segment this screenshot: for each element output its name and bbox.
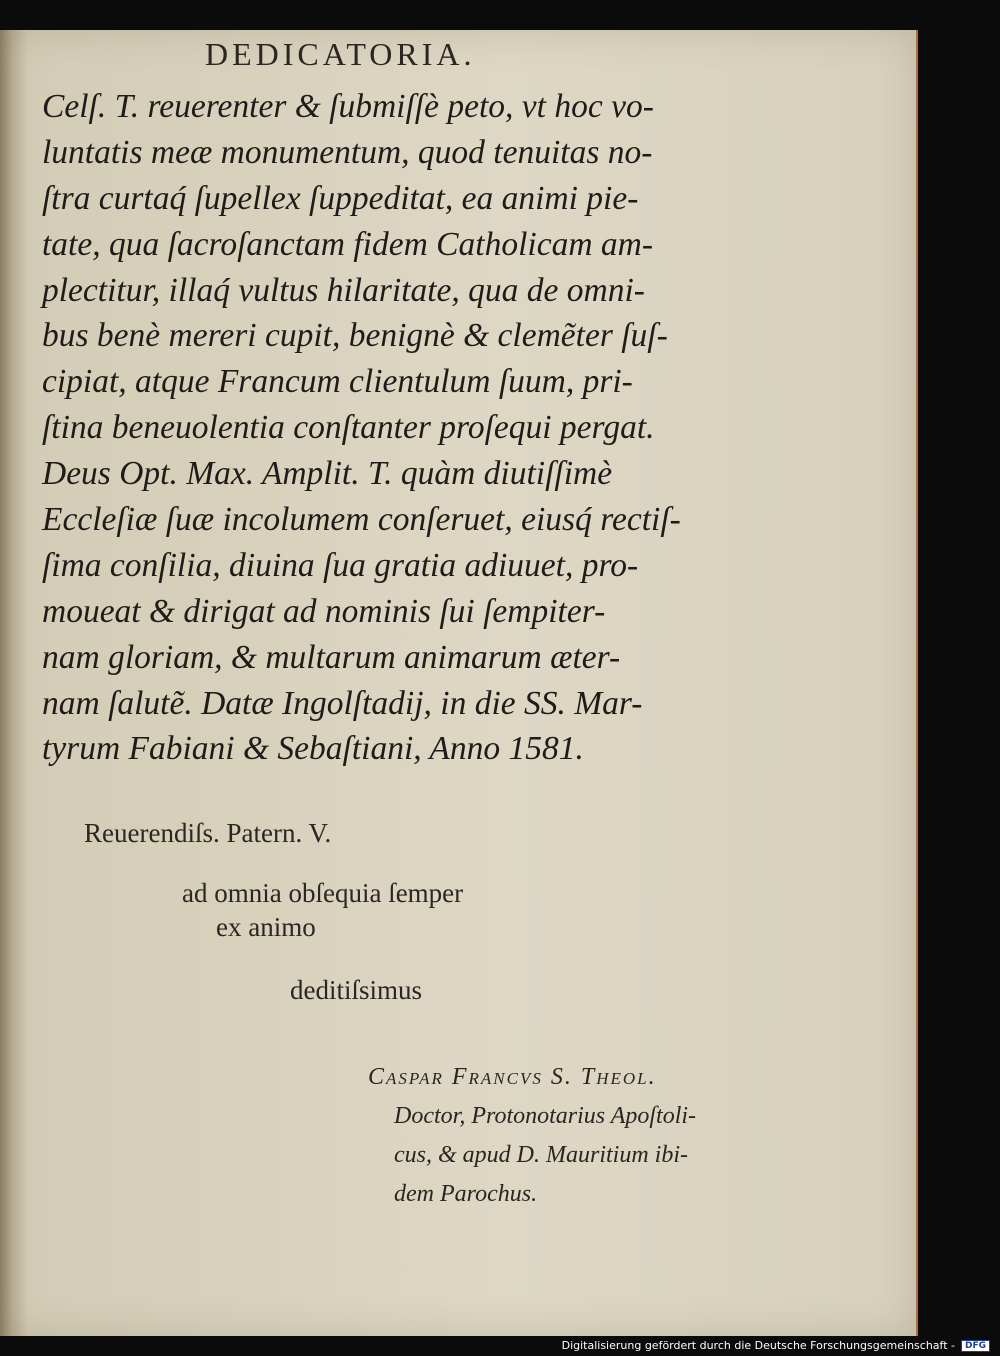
text-line: luntatis meæ monumentum, quod tenuitas no- xyxy=(42,133,653,171)
text-line: Eccleſiæ ſuæ incolumem conſeruet, eiusq́ rectiſ- xyxy=(42,501,681,539)
dedication-text xyxy=(42,84,762,772)
dfg-logo: DFG xyxy=(961,1340,990,1352)
text-line: Celſ. T. reuerenter & ſubmiſſè peto, vt hoc vo- xyxy=(42,88,654,125)
text-line: plectitur, illaq́ vultus hilaritate, qua de omni- xyxy=(42,271,645,309)
text-line: Deus Opt. Max. Amplit. T. quàm diutiſſimè xyxy=(42,455,613,493)
author-title-line: cus, & apud D. Mauritium ibi- xyxy=(394,1142,688,1168)
author-title-line: Doctor, Protonotarius Apoſtoli- xyxy=(394,1103,697,1129)
text-line: nam ſalutẽ. Datæ Ingolſtadij, in die SS. Mar- xyxy=(42,684,643,722)
author-name: Caspar Francvs S. Theol. xyxy=(368,1064,657,1090)
closing-salutation: Reuerendiſs. Patern. V. xyxy=(84,818,332,848)
text-line: cipiat, atque Francum clientulum ſuum, pri- xyxy=(42,363,633,401)
text-line: bus benè mereri cupit, benignè & clemẽter ſuſ- xyxy=(42,317,668,355)
closing-deditissimus: deditiſsimus xyxy=(290,975,423,1005)
text-line: tyrum Fabiani & Sebaſtiani, Anno 1581. xyxy=(42,730,584,768)
footer-credit: Digitalisierung gefördert durch die Deutsche Forschungsgemeinschaft - xyxy=(561,1339,955,1352)
text-line: tate, qua ſacroſanctam fidem Catholicam am- xyxy=(42,225,653,263)
text-line: nam gloriam, & multarum animarum æter- xyxy=(42,638,621,676)
text-line: ſtina beneuolentia conſtanter proſequi pergat. xyxy=(42,409,655,447)
running-title: DEDICATORIA. xyxy=(205,36,476,72)
text-line: ſima conſilia, diuina ſua gratia adiuuet, pro- xyxy=(42,546,639,584)
author-title-line: dem Parochus. xyxy=(394,1181,538,1207)
text-line: moueat & dirigat ad nominis ſui ſempiter- xyxy=(42,592,606,630)
closing-line: ex animo xyxy=(216,912,316,942)
author-signature xyxy=(368,1058,768,1214)
digitization-footer xyxy=(562,1339,990,1352)
closing-line: ad omnia obſequia ſemper xyxy=(182,878,464,908)
text-line: ſtra curtaq́ ſupellex ſuppeditat, ea animi pie- xyxy=(42,179,639,217)
